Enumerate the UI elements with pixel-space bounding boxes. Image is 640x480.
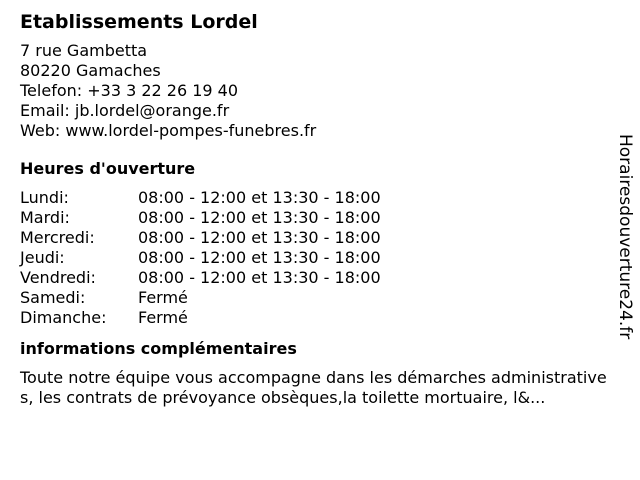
hours-row-saturday [20, 288, 610, 308]
day-hours: 08:00 - 12:00 et 13:30 - 18:00 [138, 268, 381, 287]
address-street: 7 rue Gambetta [20, 41, 148, 60]
address-city: 80220 Gamaches [20, 61, 161, 80]
hours-row-sunday [20, 308, 610, 328]
hours-row-friday [20, 268, 610, 288]
day-hours: 08:00 - 12:00 et 13:30 - 18:00 [138, 228, 381, 247]
day-label: Mardi: [20, 208, 70, 227]
business-card [20, 9, 610, 408]
day-label: Jeudi: [20, 248, 65, 267]
web-line: Web: www.lordel-pompes-funebres.fr [20, 121, 317, 140]
day-label: Vendredi: [20, 268, 96, 287]
additional-info-heading: informations complémentaires [20, 339, 297, 358]
business-name: Etablissements Lordel [20, 11, 258, 33]
day-label: Dimanche: [20, 308, 107, 327]
day-hours: 08:00 - 12:00 et 13:30 - 18:00 [138, 188, 381, 207]
phone-line: Telefon: +33 3 22 26 19 40 [20, 81, 239, 100]
hours-row-thursday [20, 248, 610, 268]
hours-row-wednesday [20, 228, 610, 248]
hours-row-monday [20, 188, 610, 208]
day-hours: Fermé [138, 288, 188, 307]
opening-hours-heading: Heures d'ouverture [20, 159, 196, 178]
day-label: Lundi: [20, 188, 69, 207]
email-line: Email: jb.lordel@orange.fr [20, 101, 230, 120]
day-hours: Fermé [138, 308, 188, 327]
day-label: Samedi: [20, 288, 86, 307]
hours-row-tuesday [20, 208, 610, 228]
day-hours: 08:00 - 12:00 et 13:30 - 18:00 [138, 208, 381, 227]
site-brand-watermark: Horairesdouverture24.fr [615, 134, 635, 340]
additional-info-text: Toute notre équipe vous accompagne dans les démarches administratives, les contrats de prévoyance obsèques,la toilette mortuaire, l&... [20, 368, 607, 407]
opening-hours-table [20, 188, 610, 328]
day-label: Mercredi: [20, 228, 95, 247]
day-hours: 08:00 - 12:00 et 13:30 - 18:00 [138, 248, 381, 267]
